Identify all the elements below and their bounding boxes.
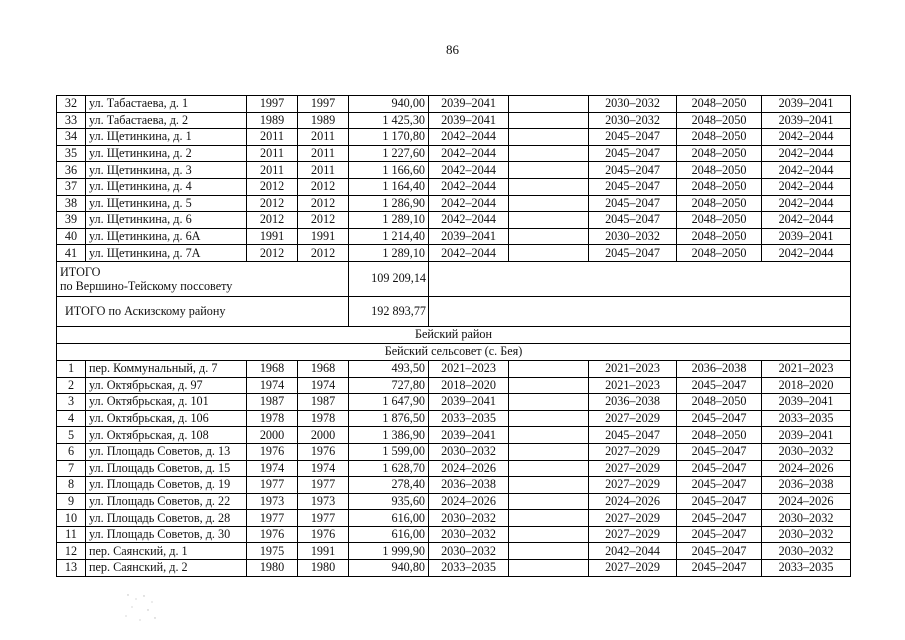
year-built-cell: 1977	[247, 477, 298, 494]
year-commissioned-cell: 1977	[298, 510, 349, 527]
year-commissioned-cell: 1977	[298, 477, 349, 494]
address-cell: ул. Табастаева, д. 1	[86, 96, 247, 113]
period-5-cell: 2030–2032	[762, 443, 851, 460]
area-cell: 1 286,90	[349, 195, 429, 212]
year-commissioned-cell: 1973	[298, 493, 349, 510]
year-built-cell: 2012	[247, 212, 298, 229]
area-cell: 1 289,10	[349, 212, 429, 229]
year-built-cell: 2000	[247, 427, 298, 444]
total-rayon-value: 192 893,77	[349, 296, 429, 326]
address-cell: ул. Площадь Советов, д. 13	[86, 443, 247, 460]
year-built-cell: 1980	[247, 560, 298, 577]
year-commissioned-cell: 1968	[298, 360, 349, 377]
row-number-cell: 8	[57, 477, 86, 494]
total-poss-line1: ИТОГО	[60, 264, 101, 279]
area-cell: 1 425,30	[349, 112, 429, 129]
year-commissioned-cell: 1997	[298, 96, 349, 113]
totals-group	[57, 261, 851, 360]
period-2-cell	[509, 394, 589, 411]
address-cell: ул. Табастаева, д. 2	[86, 112, 247, 129]
period-5-cell: 2033–2035	[762, 410, 851, 427]
period-4-cell: 2048–2050	[677, 178, 762, 195]
house-vershino-row	[57, 195, 851, 212]
year-commissioned-cell: 1991	[298, 543, 349, 560]
house-vershino-row	[57, 129, 851, 146]
period-1-cell: 2042–2044	[429, 129, 509, 146]
address-cell: пер. Коммунальный, д. 7	[86, 360, 247, 377]
total-poss-line2: по Вершино-Тейскому поссовету	[60, 278, 233, 293]
period-2-cell	[509, 360, 589, 377]
row-number-cell: 12	[57, 543, 86, 560]
period-2-cell	[509, 543, 589, 560]
address-cell: ул. Щетинкина, д. 6	[86, 212, 247, 229]
period-3-cell: 2027–2029	[589, 560, 677, 577]
period-3-cell: 2045–2047	[589, 162, 677, 179]
house-beya-row	[57, 493, 851, 510]
period-3-cell: 2030–2032	[589, 228, 677, 245]
house-beya-row	[57, 560, 851, 577]
year-built-cell: 1989	[247, 112, 298, 129]
page-number: 86	[446, 42, 459, 57]
period-1-cell: 2039–2041	[429, 112, 509, 129]
period-3-cell: 2045–2047	[589, 195, 677, 212]
period-1-cell: 2042–2044	[429, 145, 509, 162]
area-cell: 616,00	[349, 526, 429, 543]
period-4-cell: 2048–2050	[677, 162, 762, 179]
address-cell: ул. Щетинкина, д. 5	[86, 195, 247, 212]
year-built-cell: 1976	[247, 526, 298, 543]
total-poss-value: 109 209,14	[349, 261, 429, 296]
year-built-cell: 2012	[247, 195, 298, 212]
year-commissioned-cell: 1991	[298, 228, 349, 245]
house-vershino-row	[57, 96, 851, 113]
period-1-cell: 2042–2044	[429, 195, 509, 212]
year-commissioned-cell: 1976	[298, 526, 349, 543]
period-1-cell: 2042–2044	[429, 245, 509, 262]
year-commissioned-cell: 1987	[298, 394, 349, 411]
year-commissioned-cell: 1980	[298, 560, 349, 577]
row-number-cell: 1	[57, 360, 86, 377]
row-number-cell: 36	[57, 162, 86, 179]
period-5-cell: 2036–2038	[762, 477, 851, 494]
year-commissioned-cell: 1978	[298, 410, 349, 427]
area-cell: 1 628,70	[349, 460, 429, 477]
period-1-cell: 2039–2041	[429, 96, 509, 113]
row-number-cell: 32	[57, 96, 86, 113]
period-4-cell: 2045–2047	[677, 493, 762, 510]
address-cell: ул. Щетинкина, д. 6А	[86, 228, 247, 245]
row-number-cell: 3	[57, 394, 86, 411]
year-commissioned-cell: 2012	[298, 195, 349, 212]
period-2-cell	[509, 410, 589, 427]
period-1-cell: 2039–2041	[429, 394, 509, 411]
area-cell: 1 164,40	[349, 178, 429, 195]
address-cell: ул. Октябрьская, д. 108	[86, 427, 247, 444]
area-cell: 1 647,90	[349, 394, 429, 411]
year-built-cell: 1975	[247, 543, 298, 560]
period-2-cell	[509, 129, 589, 146]
period-5-cell: 2039–2041	[762, 427, 851, 444]
council-title-row	[57, 343, 851, 360]
period-1-cell: 2042–2044	[429, 178, 509, 195]
period-4-cell: 2048–2050	[677, 212, 762, 229]
period-1-cell: 2033–2035	[429, 410, 509, 427]
house-vershino-row	[57, 245, 851, 262]
area-cell: 1 166,60	[349, 162, 429, 179]
period-3-cell: 2045–2047	[589, 178, 677, 195]
year-built-cell: 1968	[247, 360, 298, 377]
period-2-cell	[509, 145, 589, 162]
period-1-cell: 2024–2026	[429, 460, 509, 477]
period-2-cell	[509, 510, 589, 527]
house-beya-row	[57, 526, 851, 543]
district-title-row	[57, 326, 851, 343]
total-rayon-label: ИТОГО по Аскизскому району	[57, 296, 349, 326]
area-cell: 1 170,80	[349, 129, 429, 146]
scan-artifact	[122, 590, 162, 630]
period-4-cell: 2045–2047	[677, 443, 762, 460]
period-4-cell: 2048–2050	[677, 228, 762, 245]
period-3-cell: 2024–2026	[589, 493, 677, 510]
year-built-cell: 1976	[247, 443, 298, 460]
period-3-cell: 2021–2023	[589, 377, 677, 394]
period-1-cell: 2033–2035	[429, 560, 509, 577]
period-4-cell: 2045–2047	[677, 377, 762, 394]
area-cell: 1 876,50	[349, 410, 429, 427]
row-number-cell: 33	[57, 112, 86, 129]
house-beya-row	[57, 460, 851, 477]
period-5-cell: 2042–2044	[762, 129, 851, 146]
year-built-cell: 1987	[247, 394, 298, 411]
address-cell: ул. Площадь Советов, д. 28	[86, 510, 247, 527]
year-built-cell: 1977	[247, 510, 298, 527]
period-4-cell: 2048–2050	[677, 129, 762, 146]
rows-group-vershino-teya	[57, 96, 851, 262]
year-commissioned-cell: 2011	[298, 145, 349, 162]
period-1-cell: 2039–2041	[429, 427, 509, 444]
period-5-cell: 2024–2026	[762, 460, 851, 477]
year-built-cell: 2011	[247, 145, 298, 162]
period-2-cell	[509, 195, 589, 212]
total-poss-empty	[429, 261, 851, 296]
row-number-cell: 5	[57, 427, 86, 444]
period-1-cell: 2030–2032	[429, 543, 509, 560]
period-1-cell: 2042–2044	[429, 212, 509, 229]
period-5-cell: 2042–2044	[762, 162, 851, 179]
address-cell: ул. Площадь Советов, д. 30	[86, 526, 247, 543]
period-5-cell: 2039–2041	[762, 96, 851, 113]
year-commissioned-cell: 1974	[298, 460, 349, 477]
area-cell: 1 386,90	[349, 427, 429, 444]
area-cell: 616,00	[349, 510, 429, 527]
address-cell: пер. Саянский, д. 1	[86, 543, 247, 560]
period-4-cell: 2045–2047	[677, 526, 762, 543]
period-5-cell: 2021–2023	[762, 360, 851, 377]
row-number-cell: 37	[57, 178, 86, 195]
period-3-cell: 2045–2047	[589, 212, 677, 229]
period-3-cell: 2027–2029	[589, 526, 677, 543]
year-commissioned-cell: 1976	[298, 443, 349, 460]
address-cell: ул. Щетинкина, д. 4	[86, 178, 247, 195]
row-number-cell: 13	[57, 560, 86, 577]
period-3-cell: 2027–2029	[589, 410, 677, 427]
period-4-cell: 2045–2047	[677, 477, 762, 494]
period-5-cell: 2030–2032	[762, 510, 851, 527]
period-4-cell: 2048–2050	[677, 427, 762, 444]
period-5-cell: 2030–2032	[762, 526, 851, 543]
house-beya-row	[57, 443, 851, 460]
year-built-cell: 1997	[247, 96, 298, 113]
row-number-cell: 11	[57, 526, 86, 543]
address-cell: ул. Октябрьская, д. 101	[86, 394, 247, 411]
council-title: Бейский сельсовет (с. Бея)	[57, 343, 851, 360]
period-2-cell	[509, 178, 589, 195]
year-built-cell: 1973	[247, 493, 298, 510]
period-2-cell	[509, 443, 589, 460]
row-number-cell: 10	[57, 510, 86, 527]
period-4-cell: 2045–2047	[677, 410, 762, 427]
period-3-cell: 2042–2044	[589, 543, 677, 560]
period-2-cell	[509, 427, 589, 444]
period-1-cell: 2039–2041	[429, 228, 509, 245]
period-4-cell: 2045–2047	[677, 510, 762, 527]
year-built-cell: 1974	[247, 460, 298, 477]
period-5-cell: 2042–2044	[762, 245, 851, 262]
house-vershino-row	[57, 162, 851, 179]
address-cell: ул. Площадь Советов, д. 19	[86, 477, 247, 494]
total-poss-label	[57, 261, 349, 296]
period-1-cell: 2030–2032	[429, 443, 509, 460]
area-cell: 940,80	[349, 560, 429, 577]
year-built-cell: 1991	[247, 228, 298, 245]
period-4-cell: 2048–2050	[677, 112, 762, 129]
year-commissioned-cell: 2000	[298, 427, 349, 444]
period-2-cell	[509, 493, 589, 510]
period-2-cell	[509, 228, 589, 245]
address-cell: ул. Щетинкина, д. 3	[86, 162, 247, 179]
period-2-cell	[509, 96, 589, 113]
period-1-cell: 2018–2020	[429, 377, 509, 394]
house-vershino-row	[57, 145, 851, 162]
period-1-cell: 2042–2044	[429, 162, 509, 179]
year-commissioned-cell: 2012	[298, 178, 349, 195]
period-3-cell: 2027–2029	[589, 477, 677, 494]
period-5-cell: 2030–2032	[762, 543, 851, 560]
period-4-cell: 2048–2050	[677, 394, 762, 411]
house-beya-row	[57, 377, 851, 394]
period-3-cell: 2030–2032	[589, 96, 677, 113]
row-number-cell: 2	[57, 377, 86, 394]
address-cell: ул. Щетинкина, д. 2	[86, 145, 247, 162]
house-vershino-row	[57, 228, 851, 245]
period-1-cell: 2021–2023	[429, 360, 509, 377]
address-cell: ул. Щетинкина, д. 7А	[86, 245, 247, 262]
area-cell: 935,60	[349, 493, 429, 510]
period-3-cell: 2045–2047	[589, 145, 677, 162]
row-number-cell: 41	[57, 245, 86, 262]
period-4-cell: 2045–2047	[677, 460, 762, 477]
address-cell: ул. Площадь Советов, д. 15	[86, 460, 247, 477]
year-built-cell: 2012	[247, 178, 298, 195]
period-5-cell: 2042–2044	[762, 195, 851, 212]
address-cell: ул. Площадь Советов, д. 22	[86, 493, 247, 510]
period-5-cell: 2024–2026	[762, 493, 851, 510]
row-number-cell: 40	[57, 228, 86, 245]
period-3-cell: 2021–2023	[589, 360, 677, 377]
period-4-cell: 2045–2047	[677, 560, 762, 577]
area-cell: 278,40	[349, 477, 429, 494]
year-commissioned-cell: 1989	[298, 112, 349, 129]
period-5-cell: 2042–2044	[762, 145, 851, 162]
address-cell: ул. Октябрьская, д. 97	[86, 377, 247, 394]
year-built-cell: 2012	[247, 245, 298, 262]
house-beya-row	[57, 360, 851, 377]
period-3-cell: 2045–2047	[589, 427, 677, 444]
period-1-cell: 2024–2026	[429, 493, 509, 510]
period-1-cell: 2030–2032	[429, 526, 509, 543]
area-cell: 1 599,00	[349, 443, 429, 460]
period-2-cell	[509, 245, 589, 262]
house-beya-row	[57, 477, 851, 494]
address-cell: ул. Щетинкина, д. 1	[86, 129, 247, 146]
period-5-cell: 2042–2044	[762, 178, 851, 195]
house-beya-row	[57, 410, 851, 427]
total-poss-row	[57, 261, 851, 296]
rows-group-beya	[57, 360, 851, 576]
period-5-cell: 2039–2041	[762, 112, 851, 129]
period-4-cell: 2048–2050	[677, 96, 762, 113]
year-commissioned-cell: 1974	[298, 377, 349, 394]
period-2-cell	[509, 460, 589, 477]
address-cell: пер. Саянский, д. 2	[86, 560, 247, 577]
year-built-cell: 1978	[247, 410, 298, 427]
period-3-cell: 2045–2047	[589, 245, 677, 262]
area-cell: 1 227,60	[349, 145, 429, 162]
area-cell: 493,50	[349, 360, 429, 377]
row-number-cell: 6	[57, 443, 86, 460]
period-3-cell: 2045–2047	[589, 129, 677, 146]
period-1-cell: 2036–2038	[429, 477, 509, 494]
year-built-cell: 1974	[247, 377, 298, 394]
house-beya-row	[57, 394, 851, 411]
district-title: Бейский район	[57, 326, 851, 343]
row-number-cell: 38	[57, 195, 86, 212]
period-5-cell: 2039–2041	[762, 394, 851, 411]
period-3-cell: 2030–2032	[589, 112, 677, 129]
period-2-cell	[509, 477, 589, 494]
period-5-cell: 2039–2041	[762, 228, 851, 245]
area-cell: 727,80	[349, 377, 429, 394]
period-2-cell	[509, 112, 589, 129]
row-number-cell: 9	[57, 493, 86, 510]
area-cell: 1 214,40	[349, 228, 429, 245]
year-commissioned-cell: 2012	[298, 212, 349, 229]
period-2-cell	[509, 162, 589, 179]
period-2-cell	[509, 560, 589, 577]
year-commissioned-cell: 2011	[298, 129, 349, 146]
house-beya-row	[57, 543, 851, 560]
house-vershino-row	[57, 212, 851, 229]
house-vershino-row	[57, 178, 851, 195]
row-number-cell: 4	[57, 410, 86, 427]
housing-repair-table	[56, 95, 851, 577]
area-cell: 1 289,10	[349, 245, 429, 262]
period-4-cell: 2048–2050	[677, 195, 762, 212]
period-3-cell: 2036–2038	[589, 394, 677, 411]
area-cell: 940,00	[349, 96, 429, 113]
house-vershino-row	[57, 112, 851, 129]
address-cell: ул. Октябрьская, д. 106	[86, 410, 247, 427]
total-rayon-empty	[429, 296, 851, 326]
period-3-cell: 2027–2029	[589, 443, 677, 460]
row-number-cell: 35	[57, 145, 86, 162]
year-built-cell: 2011	[247, 129, 298, 146]
period-2-cell	[509, 212, 589, 229]
year-built-cell: 2011	[247, 162, 298, 179]
period-4-cell: 2045–2047	[677, 543, 762, 560]
period-2-cell	[509, 377, 589, 394]
period-3-cell: 2027–2029	[589, 460, 677, 477]
period-4-cell: 2048–2050	[677, 145, 762, 162]
year-commissioned-cell: 2011	[298, 162, 349, 179]
year-commissioned-cell: 2012	[298, 245, 349, 262]
row-number-cell: 34	[57, 129, 86, 146]
row-number-cell: 39	[57, 212, 86, 229]
period-1-cell: 2030–2032	[429, 510, 509, 527]
period-4-cell: 2036–2038	[677, 360, 762, 377]
house-beya-row	[57, 427, 851, 444]
period-4-cell: 2048–2050	[677, 245, 762, 262]
area-cell: 1 999,90	[349, 543, 429, 560]
period-5-cell: 2042–2044	[762, 212, 851, 229]
period-5-cell: 2018–2020	[762, 377, 851, 394]
period-3-cell: 2027–2029	[589, 510, 677, 527]
house-beya-row	[57, 510, 851, 527]
row-number-cell: 7	[57, 460, 86, 477]
total-rayon-row	[57, 296, 851, 326]
period-2-cell	[509, 526, 589, 543]
period-5-cell: 2033–2035	[762, 560, 851, 577]
